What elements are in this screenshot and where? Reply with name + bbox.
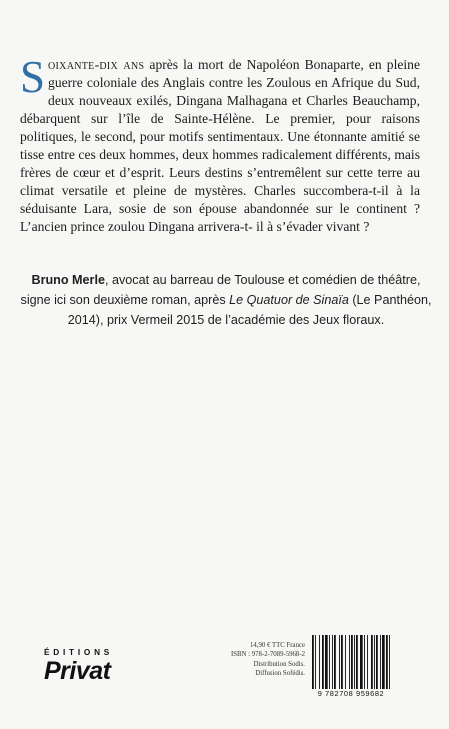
publisher-logo-editions: ÉDITIONS: [44, 648, 114, 657]
author-bio: [20, 270, 432, 330]
barcode-digits: 9 782708 959682: [308, 689, 394, 698]
isbn-label: ISBN : 978-2-7089-5968-2: [230, 651, 305, 659]
author-bio-text-2: (Le Panthéon, 2014), prix Vermeil 2015 de l’académie des Jeux floraux.: [67, 293, 432, 327]
diffusion-label: Diffusion Sofédis.: [255, 670, 305, 678]
author-name: Bruno Merle: [31, 273, 105, 287]
isbn-barcode: [308, 635, 394, 697]
author-bio-text-1: , avocat au barreau de Toulouse et comédien de théâtre, signe ici son deuxième roman, après: [20, 273, 421, 307]
synopsis-paragraph: [20, 52, 420, 236]
previous-book-title: Le Quatuor de Sinaïa: [229, 293, 349, 307]
publisher-logo-name: Privat: [44, 657, 111, 685]
publisher-logo: [44, 648, 132, 684]
opening-small-caps: oixante-dix ans: [48, 57, 145, 72]
barcode-bars: [308, 635, 394, 691]
publication-info: [218, 641, 305, 679]
synopsis-text: après la mort de Napoléon Bonaparte, en pleine guerre coloniale des Anglais contre les Zoulous en Afrique du Sud, deux nouveaux exilés, Dingana Malhagana et Charles Beauchamp, débarquent sur l’île de Sainte-Hélène. Le premier, pour raisons politiques, le second, pour motifs sentimentaux. Une étonnante amitié se tisse entre ces deux hommes, deux hommes radicalement différents, mais frères de cœur et d’esprit. Leurs destins s’entremêlent sur cette terre au climat versatile et pleine de mystères. Charles succombera-t-il à la séduisante Lara, sosie de son épouse abandonnée sur le continent ? L’ancien prince zoulou Dingana arrivera-t- il à s’évader vivant ?: [20, 57, 420, 234]
drop-cap: S: [20, 52, 46, 102]
price-label: 14,90 € TTC France: [250, 642, 305, 649]
distribution-label: Distribution Sodis.: [253, 660, 305, 668]
